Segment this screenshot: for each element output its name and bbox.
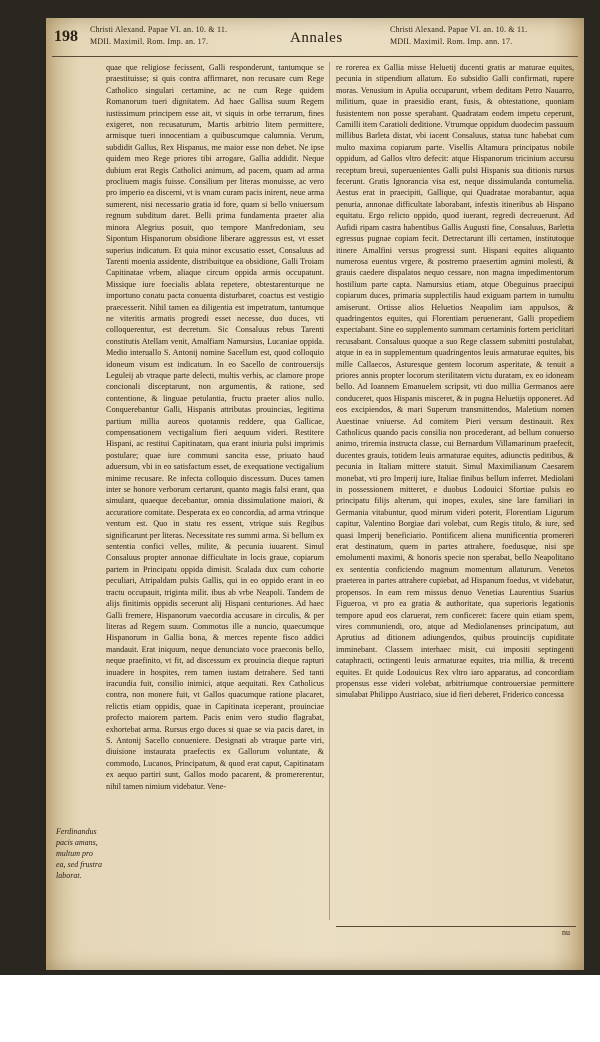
left-running-head-title: Christi Alexand. Papae VI. an. 10. & 11. [90, 25, 228, 34]
right-running-head-title: Christi Alexand. Papae VI. an. 10. & 11. [390, 25, 528, 34]
left-running-head [90, 24, 270, 48]
page-header [52, 22, 578, 57]
page-number: 198 [54, 28, 78, 45]
right-running-head [390, 24, 570, 48]
catchword: nu [562, 928, 570, 937]
right-running-head-subtitle: MDII. Maximil. Rom. Imp. ann. 17. [390, 37, 513, 46]
left-column-text: quae que religiose fecissent, Galli responderunt, tantumque se praestituisse; si quis contra affirmaret, non recusare cum Rege Catholico singulari certamine, ac ne cum Rege quidem Romanorum tueri dignitatem. Ad haec Gallisa suum Regem iustissimum principem esse ait, vt siquis in orbe terrarum, fines exigeret, non recusaturum, Martis arbitrio litem permittere, armisque tueri innocentiam a quibuscumque calumnia. Verum, subdidit Gallus, Rex Hispanus, me maior esse non debet. Ne ipse quidem meo Rege priores tibi arrogare, Gallia addidit. Neque dubium erat Regis Catholici animum, ad pacem, quam ad arma procliuem magis fuisse. Consilium per literas monuisse, ac vero pro imperio ea discerni, vt is vnam curam pacis inirent, neue arma sumerent, nisi necessario gratia id fore, quam si bello vniuersum regnum subditum daret. Belli prima fundamenta praeter alia minora Alegrius posuit, quo tempore Manfredoniam, seu Sipontum Hispanorum obsidione liberare aggressus est, vt esset superius indicatum. Et quia minor excusatio esset, Consaluus ad Tarenti moenia assidente, distribuitque ea obsidione, Galli Troiam Capitinatae vrbem, aliaque circum oppida armis occupatunt. Missique iure foecialis ablata repetere, obtestarenturque ne importuno conatu pacta conuenta disturbaret, coactus est vestigio praecesserit. Nihil tamen ea diligentia est impetratum, tantumque ne viteritis armatis progredi esset necesse, duo duces, vti colloquerentur, est decretum. Sic Consaluus rebus Tarenti constitutis Atellam venit, Amalfiam Namursius, Lucaniae oppida. Medio interuallo S. Antonij nomine Sacellum est, quod colloquio idoneum visum est indicatum. In eo Sacello de controuersijs Leguleij ab vtraque parte delecti, multis verbis, ac clamore prope concionali disceptarunt, non argumentis, & ratione, sed contentione, & linguae petulantia, fructu praeter alios nullo. Conquerebantur Galli, Hispanis attributas prouincias, legitima partium millia aureos quotannis reddere, qua Gallicae, compensationem vectigalium fieri aequum videri. Restitere Hispani, ac restitui Capitinatam, qua erant iniuria pulsi imprimis postulare; quae iure communi sancita esse, priuato haud aduersum, vbi in eo satisfactum esset, de exequatione vectigalium minime recusare. Re infecta colloquio discessum. Duces tamen inter se honore verborum certarunt, quanto magis falsi erant, qua simulant, quaeque decebantur, omnia dissimulatione maiori, & accuratiore comitate. Desperata ex eo concordia, ad arma vtrinque ventum est. Quo in statu res essent, vtrique suis Regibus significarunt per literas. Necessitate res summi arma. Si bellum ex sententia confici velles, milite, & pecunia iuuarent. Simul Consaluus propter annonae difficultate in locis graue, copiarum partem in Principatu oppida dimisit. Scalada dux cum cohorte peculiari, Atripaldam pulsis Gallis, qui in eo oppido erant in eo tractu occupauit, triginta milit. ibus ab vrbe Neapoli. Tandem de alijs finitimis oppidis secerunt alij Hispani centuriones. Ad haec Galli fremere, Hispanorum vaecordia accusare in circulis, & per literas ad Regem suum. Commotus ille a nuncio, quaecumque Hispanorum in Gallia bona, & merces repente fisco addici mandauit. Erat iniquum, neque denunciato voce praeconis bello, neque praefinito, vt fit, ad discessum ex prouincia dieque rapturi inuadere in hospites, rem tamen iustam detrahere. Sed tanti iracundia fuit, consilio inimici, atque aequitati. Rex Catholicus contra, non monere fuit, vt Gallos quacumque ratione placaret, relictis etiam oppidis, quae in Capitinata iceperant, prouinciae profecto maiorem partem. Pacis enim vero studio flagrabat, exhortebat arma. Rursus ergo duces si quae se via pacis daret, in S. Antonij Sacello conueniere. Designati ab vtraque parte viri, diuisione instaurata praefectis ex Gallorum voluntate, & commodo, Lucanos, Principatum, & quod erat caput, Capitinatam ex aequo partiri sunt, Gallos modo pacarent, & promererentur, nihil tamen nimium videbatur. Vene- [106, 63, 324, 791]
column-divider [329, 62, 330, 920]
book-page [46, 18, 584, 970]
center-title: Annales [290, 30, 343, 46]
right-text-column [336, 62, 574, 922]
footer-rule [336, 926, 576, 927]
margin-note: Ferdinandus pacis amans, multum pro ea, sed frustra laborat. [56, 827, 102, 880]
left-text-column [106, 62, 324, 922]
right-column-text: re rorerea ex Gallia misse Heluetij ducenti gratis ar maturae equites, pecunia in stipendium allatum. Eo subsidio Galli confirmati, rupere moras. Venusium in Apulia occuparunt, vrbem deditam Petro Nauarro, militium, quae in praesidio erant, fusis, & obtestatione, quoniam fusistentem non posse sperabant. Quadratam eodem impetu ceperunt, Camilli item Caratioli deditione. Vtrumque oppidum duodecim passuum millibus Barleta distat, vbi iacent Consaluus, statua tunc habebat cum multo maxima copiarum parte. Visellis Altamura principatus nobile oppidum, ad Gallos vltro defecit: atque Hispanorum tricinium accursu receptum breui, superuenientes Galli pulsi Hispanis sua ditionis rursus fecerunt. Gratis Ignorancia visa est, neque dissimulanda contumelia. Aestus erat in praecipiti, Gallique, qui Quadratae morabantur, aqua penuria, annonae difficultate laborabant, infestis itineribus ab Hispano equitatu. Ergo relicto oppido, quod iuerant, regredi decreuerunt. Ad Aufidi ripam castra habentibus Gallis Augusti fine, Consaluus, Barletta egressus pugnae copiam fecit. Detrectarunt illi certamen, institutoque itinere Amalfini versus progressi sunt. Hispani equites aliquanto numerosa euentus vrgere, & postremo praesertim agmini molesti, & grauis caedere dispalatos nequo cessare, non magna impedimentorum hostilium parte capta. Namursius etiam, atque Obeguinus praecipui copiarum duces, primaria supplectilis haud exiguam partem in tumultu amiserunt. Ortisse alios Heluetios Neapolim iam appulsos, & quadringentos equites, qui Florentiam peruenerant, Galli propediem expectabant. Sine eo supplemento summam certaminis fortem periclitari recusabant. Consaluus quoque a suo Rege classem submitti postulabat, atque in ea in supplementum quadringentos leuis armaturae equites, bis mille Callaecos, Asturesque gentem locorum asperitate, & tenuit a priores annis propter locorum sterilitatem victu duratam, ex eo idoneam bello. Ad Ioannem Emanuelem scripsit, vti duo millia Germanos aere conduceret, quos Hispanis misceret, & in pugna Heluetijs opponeret. Ad eos excipiendos, & mari Superum transmittendos, Maletium nomen Auestinae vniuerse. Ad comitem Pieri versum destinauit. Rex Catholicus quando pacis consilia non procederant, ad bellum conuerso animo, triremia instructa classe, cui Bernardum Villamarinum praefecit, ducentes grauis, totidem leuis armaturae equites, adiunctis peditibus, & pecunia in Italiam mittere statuit. Simul Maximilianum Caesarem monebat, vti pro Imperij iure, Italiae finibus bellum inferret. Mediolani in possessionem mitteret, e duobus Lodouici Sfortiae pulsis eo principatu filijs alterum, qui inopes, exules, sine lare familiari in Germania vitabuntur, quod mirum videri poterit, Florentiam Ligurum capitur, Valentino Borgiae dari volebat, cum Regis titulo, & iure, sed quasi Imperij beneficiario. Pontificem aliena munificentia promereri erat destinatum, quem in partes attrahere, foedusque, nisi spe emolumenti maximi, & honoris specie non sperabat, bello Neapolitano ex sententia conficiendo magnum momentum allaturum. Venetos praeterea in partes attrahere cupiebat, ad Hispanum foedus, vt videbatur, propensos. In eam rem missus denuo Venetias Laurentius Suarius Figueroa, vt pro ea gratia & authoritate, qua superioris legationis tempore apud eos claruerat, rem conficeret: facere quin etiam spem, vires communiendi, oro, atque ad Mediolanenses principatum, aut Aprutius ad ditionem adiungendos, quibus prouincijs cupiditate imminebant. Classem interhaec misit, cui impositi septingenti cataphracti, octingenti leuis armaturae equites, tria millia, & trecenti equites. Et quide Lodouicus Rex vltro iaro apparatus, ad concordiam propensus esse videri volebat, arbitriumque controuersiae permittere simulabat Philippo Austriaco, siue id fieri deberet, Friderico concessa [336, 63, 574, 700]
left-running-head-subtitle: MDII. Maximil. Rom. Imp. an. 17. [90, 37, 209, 46]
